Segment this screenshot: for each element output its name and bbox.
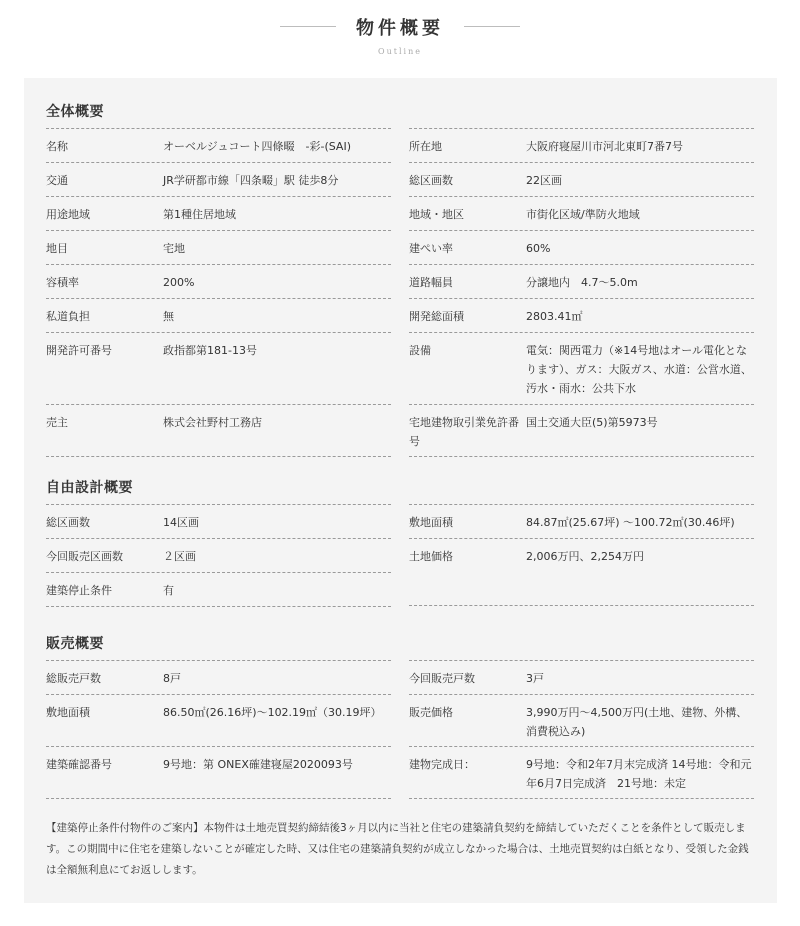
spec-label: 総区画数 [409, 174, 453, 187]
spec-value: 有 [163, 584, 174, 597]
spec-row [409, 660, 754, 694]
spec-label: 開発許可番号 [46, 344, 112, 357]
row-divider [46, 606, 391, 607]
spec-value: 国土交通大臣(5)第5973号 [526, 416, 658, 429]
free-design-grid [46, 504, 754, 607]
spec-row [409, 196, 754, 230]
spec-label: 建築停止条件 [46, 584, 112, 597]
sales-grid [46, 660, 754, 799]
outline-panel [24, 78, 777, 903]
spec-label: 総販売戸数 [46, 672, 101, 685]
overview-right-column [409, 128, 754, 457]
spec-value: オーベルジュコート四條畷 -彩-(SAI) [163, 140, 351, 153]
spec-row [46, 162, 391, 196]
spec-row [46, 332, 391, 404]
row-divider [409, 798, 754, 799]
free-design-title: 自由設計概要 [46, 480, 133, 496]
spec-row [409, 162, 754, 196]
spec-row [46, 404, 391, 456]
spec-label: 名称 [46, 140, 68, 153]
free-design-left-column [46, 504, 391, 607]
spec-row [409, 264, 754, 298]
spec-row [409, 128, 754, 162]
spec-label: 敷地面積 [409, 516, 453, 529]
spec-row [409, 538, 754, 572]
sales-title: 販売概要 [46, 636, 104, 652]
spec-row [46, 128, 391, 162]
spec-value: 200% [163, 276, 195, 289]
spec-label: 用途地域 [46, 208, 90, 221]
spec-row [46, 538, 391, 572]
spec-label: 地目 [46, 242, 68, 255]
spec-value: 無 [163, 310, 174, 323]
spec-label: 地域・地区 [409, 208, 464, 221]
spec-value: 政指都第181-13号 [163, 344, 257, 357]
spec-value: ２区画 [163, 550, 196, 563]
spec-value: 86.50㎡(26.16坪)〜102.19㎡（30.19坪） [163, 706, 382, 719]
spec-row [409, 746, 754, 798]
spec-label: 交通 [46, 174, 68, 187]
spec-value: 電気：関西電力（※14号地はオール電化となります）、ガス：大阪ガス、水道：公営水道、 汚水・雨水：公共下水 [526, 344, 752, 395]
spec-row [46, 504, 391, 538]
spec-label: 建ぺい率 [409, 242, 453, 255]
spec-row [46, 298, 391, 332]
spec-value: 22区画 [526, 174, 562, 187]
page-title: 物件概要 [356, 18, 444, 39]
spec-label: 販売価格 [409, 706, 453, 719]
spec-row [46, 660, 391, 694]
spec-label: 私道負担 [46, 310, 90, 323]
spec-row [46, 746, 391, 798]
spec-value: 9号地：令和2年7月末完成済 14号地：令和元年6月7日完成済 21号地：未定 [526, 758, 752, 790]
sales-right-column [409, 660, 754, 799]
spec-value: 株式会社野村工務店 [163, 416, 262, 429]
spec-row [409, 504, 754, 538]
spec-label: 宅地建物取引業免許番号 [409, 416, 519, 448]
spec-row [46, 572, 391, 606]
row-divider [46, 798, 391, 799]
row-divider [409, 456, 754, 457]
spec-row [46, 694, 391, 746]
page-header [0, 0, 800, 78]
spec-row [409, 298, 754, 332]
free-design-right-column [409, 504, 754, 607]
spec-label: 売主 [46, 416, 68, 429]
header-rule-right [464, 26, 520, 27]
spec-value: 9号地：第 ONEX確建寝屋2020093号 [163, 758, 353, 771]
spec-label: 設備 [409, 344, 431, 357]
building-condition-note: 【建築停止条件付物件のご案内】本物件は土地売買契約締結後3ヶ月以内に当社と住宅の建築請負契約を締結していただくことを条件として販売します。この期間中に住宅を建築しないことが確定した時、又は住宅の建築請負契約が成立しなかった場合は、土地売買契約は白紙となり、受領した金銭は全額無利息にてお返しします。 [46, 822, 749, 876]
spec-value: 分譲地内 4.7〜5.0m [526, 276, 638, 289]
spec-row [409, 332, 754, 404]
spec-label: 今回販売戸数 [409, 672, 475, 685]
spec-label: 開発総面積 [409, 310, 464, 323]
spec-label: 道路幅員 [409, 276, 453, 289]
sales-section [46, 632, 754, 799]
page-subtitle: Outline [378, 47, 422, 56]
spec-value: 2,006万円、2,254万円 [526, 550, 644, 563]
free-design-section [46, 476, 754, 607]
spec-value: 2803.41㎡ [526, 310, 583, 323]
spec-value: 宅地 [163, 242, 185, 255]
row-divider [409, 605, 754, 606]
spec-label: 今回販売区画数 [46, 550, 123, 563]
spec-row [409, 694, 754, 746]
spec-value: 第1種住居地域 [163, 208, 236, 221]
sales-left-column [46, 660, 391, 799]
spec-value: 市街化区域/準防火地域 [526, 208, 640, 221]
spec-label: 容積率 [46, 276, 79, 289]
spec-row [46, 230, 391, 264]
spec-value: 8戸 [163, 672, 181, 685]
overview-section [46, 100, 754, 457]
spec-value: 3戸 [526, 672, 544, 685]
spec-value: JR学研都市線「四条畷」駅 徒歩8分 [163, 174, 339, 187]
spec-value: 3,990万円〜4,500万円(土地、建物、外構、消費税込み) [526, 706, 748, 738]
spec-value: 14区画 [163, 516, 199, 529]
spec-label: 所在地 [409, 140, 442, 153]
overview-left-column [46, 128, 391, 457]
spec-label: 建物完成日： [409, 758, 475, 771]
spec-label: 建築確認番号 [46, 758, 112, 771]
spec-value: 60% [526, 242, 551, 255]
row-divider [46, 456, 391, 457]
spec-label: 敷地面積 [46, 706, 90, 719]
spec-label: 総区画数 [46, 516, 90, 529]
overview-grid [46, 128, 754, 457]
spec-label: 土地価格 [409, 550, 453, 563]
spec-row [409, 230, 754, 264]
spec-row [46, 264, 391, 298]
spec-row [409, 404, 754, 456]
overview-title: 全体概要 [46, 104, 104, 120]
spec-value: 84.87㎡(25.67坪) 〜100.72㎡(30.46坪) [526, 516, 735, 529]
spec-value: 大阪府寝屋川市河北東町7番7号 [526, 140, 683, 153]
spec-row [46, 196, 391, 230]
